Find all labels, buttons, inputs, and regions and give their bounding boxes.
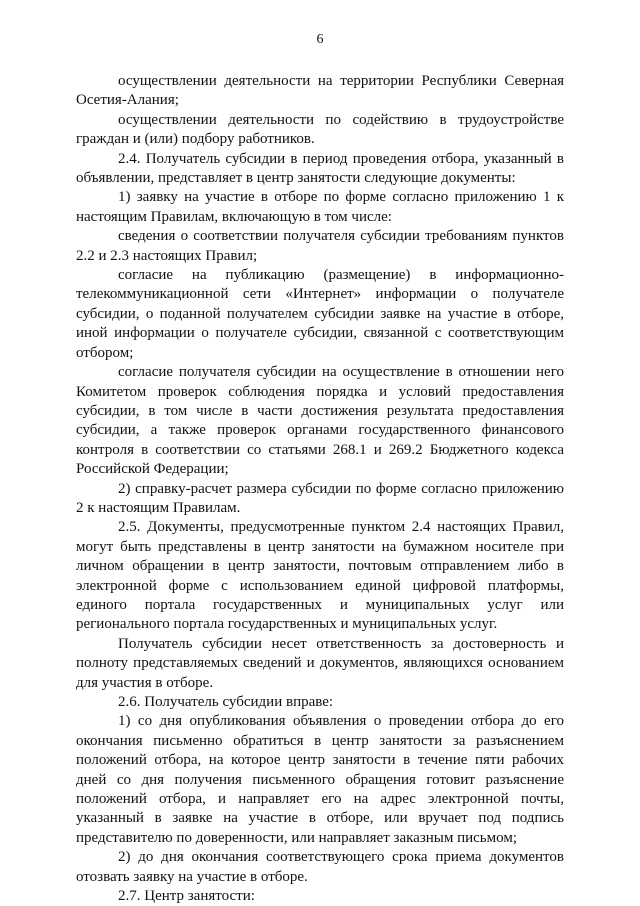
paragraph: 2.7. Центр занятости: <box>118 888 255 905</box>
paragraph: сведения о соответствии получателя субсидии требованиям пунктов 2.2 и 2.3 настоящих Правил; <box>76 228 564 264</box>
paragraph: Получатель субсидии несет ответственность за достоверность и полноту представляемых сведений и документов, являющихся основанием для участия в отборе. <box>76 635 564 691</box>
paragraph: 2.5. Документы, предусмотренные пунктом 2.4 настоящих Правил, могут быть представлены в центр занятости на бумажном носителе при личном обращении в центр занятости, почтовым отправлением либо в электронной форме с использованием единой цифровой платформы, единого портала государственных и муниципальных услуг или регионального портала государственных и муниципальных услуг. <box>76 519 564 633</box>
paragraph: 1) со дня опубликования объявления о проведении отбора до его окончания письменно обратиться в центр занятости за разъяснением положений отбора, на которое центр занятости в течение пяти рабочих дней со дня получения письменного обращения готовит разъяснение положений отбора, и направляет его на адрес электронной почты, указанный в заявке на участие в отборе, или вручает под подпись представителю по доверенности, или направляет заказным письмом; <box>76 713 564 846</box>
page-number: 6 <box>316 32 324 47</box>
paragraph: согласие на публикацию (размещение) в информационно-телекоммуникационной сети «Интернет» информации о получателе субсидии, о поданной получателем субсидии заявке на участие в отборе, иной информации о получателе субсидии, связанной с соответствующим отбором; <box>76 267 564 361</box>
document-body <box>76 72 564 906</box>
paragraph: согласие получателя субсидии на осуществление в отношении него Комитетом проверок соблюдения порядка и условий предоставления субсидии, в том числе в части достижения результата предоставления субсидии, а также проверок органами государственного финансового контроля в соответствии со статьями 268.1 и 269.2 Бюджетного кодекса Российской Федерации; <box>76 364 564 478</box>
paragraph: осуществлении деятельности по содействию в трудоустройстве граждан и (или) подбору работников. <box>76 111 564 148</box>
paragraph: осуществлении деятельности на территории Республики Северная Осетия-Алания; <box>76 73 564 109</box>
paragraph: 2) справку-расчет размера субсидии по форме согласно приложению 2 к настоящим Правилам. <box>76 480 564 516</box>
paragraph: 2) до дня окончания соответствующего срока приема документов отозвать заявку на участие в отборе. <box>76 849 564 885</box>
paragraph: 1) заявку на участие в отборе по форме согласно приложению 1 к настоящим Правилам, включающую в том числе: <box>76 189 564 225</box>
paragraph: 2.6. Получатель субсидии вправе: <box>118 694 334 710</box>
paragraph: 2.4. Получатель субсидии в период проведения отбора, указанный в объявлении, представляет в центр занятости следующие документы: <box>76 150 564 187</box>
